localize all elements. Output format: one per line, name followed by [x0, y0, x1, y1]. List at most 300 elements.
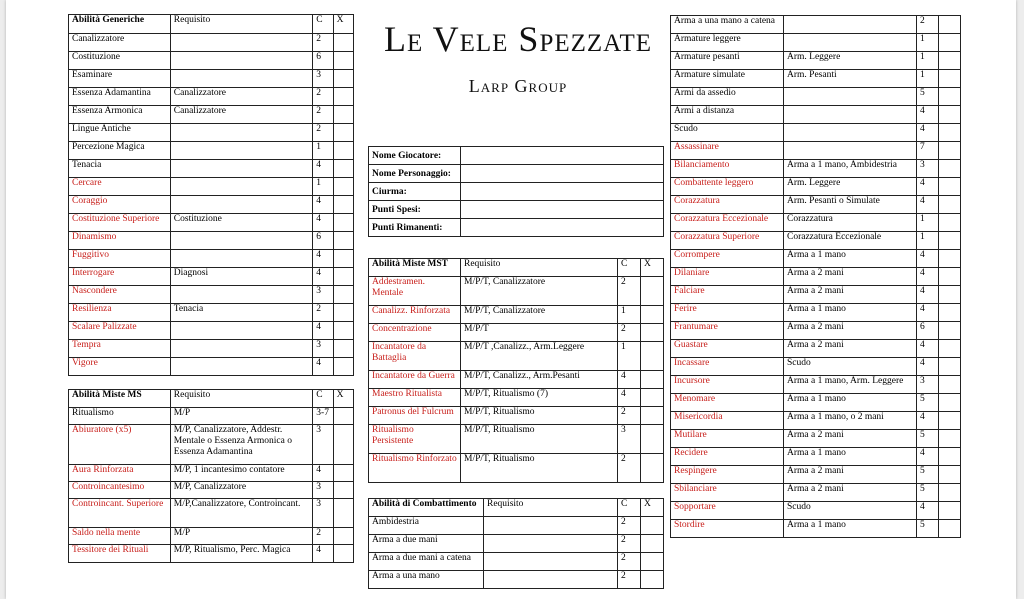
- skill-requirement: [170, 340, 313, 358]
- skill-checkbox[interactable]: [641, 277, 664, 306]
- player-info-table: [368, 146, 664, 237]
- skill-checkbox[interactable]: [333, 545, 353, 563]
- table-abilita-miste-ms: [68, 389, 354, 563]
- skill-name: Guastare: [671, 340, 784, 358]
- skill-cost: 4: [917, 124, 939, 142]
- skill-checkbox[interactable]: [333, 52, 353, 70]
- skill-name: Arma a due mani: [369, 535, 484, 553]
- skill-checkbox[interactable]: [333, 214, 353, 232]
- skill-cost: 4: [917, 178, 939, 196]
- skill-name: Essenza Armonica: [69, 106, 171, 124]
- table-header-name: Abilità Miste MS: [69, 390, 171, 408]
- skill-cost: 5: [917, 430, 939, 448]
- skill-checkbox[interactable]: [939, 430, 961, 448]
- skill-cost: 4: [917, 268, 939, 286]
- skill-cost: 2: [618, 553, 641, 571]
- skill-requirement: M/P: [170, 528, 313, 545]
- skill-cost: 4: [313, 214, 333, 232]
- skill-requirement: Arma a 2 mani: [784, 430, 917, 448]
- skill-name: Interrogare: [69, 268, 171, 286]
- table-row: [671, 196, 961, 214]
- skill-name: Scudo: [671, 124, 784, 142]
- skill-requirement: Arm. Pesanti o Simulate: [784, 196, 917, 214]
- skill-cost: 2: [618, 517, 641, 535]
- skill-name: Concentrazione: [369, 324, 461, 342]
- skill-cost: 4: [917, 304, 939, 322]
- skill-checkbox[interactable]: [939, 70, 961, 88]
- skill-name: Essenza Adamantina: [69, 88, 171, 106]
- skill-requirement: M/P/T, Ritualismo: [461, 425, 618, 454]
- skill-name: Scalare Palizzate: [69, 322, 171, 340]
- skill-cost: 1: [917, 232, 939, 250]
- skill-cost: 2: [313, 34, 333, 52]
- skill-name: Ritualismo: [69, 408, 171, 425]
- skill-requirement: [170, 52, 313, 70]
- table-header-x: X: [641, 499, 664, 517]
- skill-name: Costituzione: [69, 52, 171, 70]
- skill-checkbox[interactable]: [641, 553, 664, 571]
- table-row: [369, 535, 664, 553]
- skill-checkbox[interactable]: [641, 371, 664, 389]
- skill-checkbox[interactable]: [641, 324, 664, 342]
- skill-name: Armature simulate: [671, 70, 784, 88]
- skill-checkbox[interactable]: [333, 88, 353, 106]
- skill-requirement: [484, 553, 618, 571]
- skill-checkbox[interactable]: [939, 502, 961, 520]
- player-field-input[interactable]: [461, 219, 664, 237]
- skill-requirement: Canalizzatore: [170, 106, 313, 124]
- skill-name: Esaminare: [69, 70, 171, 88]
- skill-cost: 4: [313, 250, 333, 268]
- skill-checkbox[interactable]: [939, 448, 961, 466]
- skill-checkbox[interactable]: [641, 306, 664, 324]
- player-field-label: Punti Rimanenti:: [369, 219, 461, 237]
- skill-name: Incantatore da Battaglia: [369, 342, 461, 371]
- skill-checkbox[interactable]: [939, 106, 961, 124]
- skill-name: Canalizz. Rinforzata: [369, 306, 461, 324]
- skill-checkbox[interactable]: [939, 88, 961, 106]
- skill-checkbox[interactable]: [939, 322, 961, 340]
- table-row: [671, 376, 961, 394]
- skill-checkbox[interactable]: [333, 142, 353, 160]
- skill-checkbox[interactable]: [939, 34, 961, 52]
- skill-name: Mutilare: [671, 430, 784, 448]
- skill-name: Aura Rinforzata: [69, 465, 171, 482]
- table-header-name: Abilità Generiche: [69, 15, 171, 34]
- skill-checkbox[interactable]: [939, 376, 961, 394]
- skill-name: Percezione Magica: [69, 142, 171, 160]
- skill-checkbox[interactable]: [641, 389, 664, 407]
- skill-name: Patronus del Fulcrum: [369, 407, 461, 425]
- skill-name: Ferire: [671, 304, 784, 322]
- skill-cost: 4: [313, 465, 333, 482]
- skill-cost: 4: [313, 358, 333, 376]
- table-row: [671, 160, 961, 178]
- skill-cost: 5: [917, 484, 939, 502]
- skill-cost: 1: [618, 342, 641, 371]
- skill-cost: 6: [313, 232, 333, 250]
- skill-cost: 4: [917, 250, 939, 268]
- table-row: [69, 124, 354, 142]
- skill-name: Armi da assedio: [671, 88, 784, 106]
- skill-checkbox[interactable]: [641, 425, 664, 454]
- skill-cost: 5: [917, 394, 939, 412]
- player-field-input[interactable]: [461, 201, 664, 219]
- table-abilita-combattimento: [368, 498, 664, 589]
- skill-checkbox[interactable]: [939, 214, 961, 232]
- table-row: [369, 425, 664, 454]
- skill-checkbox[interactable]: [333, 340, 353, 358]
- table-header-c: C: [313, 15, 333, 34]
- skill-requirement: Arma a 2 mani: [784, 286, 917, 304]
- skill-name: Tempra: [69, 340, 171, 358]
- page-title: Le Vele Spezzate: [384, 19, 652, 59]
- skill-requirement: Arma a 2 mani: [784, 340, 917, 358]
- skill-cost: 2: [313, 304, 333, 322]
- skill-checkbox[interactable]: [333, 465, 353, 482]
- skill-requirement: M/P, 1 incantesimo contatore: [170, 465, 313, 482]
- skill-name: Misericordia: [671, 412, 784, 430]
- table-row: [671, 16, 961, 34]
- skill-checkbox[interactable]: [333, 499, 353, 528]
- skill-name: Dinamismo: [69, 232, 171, 250]
- skill-checkbox[interactable]: [939, 142, 961, 160]
- skill-name: Canalizzatore: [69, 34, 171, 52]
- skill-requirement: Canalizzatore: [170, 88, 313, 106]
- skill-requirement: Arm. Leggere: [784, 178, 917, 196]
- table-row: [69, 34, 354, 52]
- skill-requirement: [784, 34, 917, 52]
- player-field-input[interactable]: [461, 183, 664, 201]
- skill-checkbox[interactable]: [939, 124, 961, 142]
- skill-name: Armature leggere: [671, 34, 784, 52]
- skill-checkbox[interactable]: [641, 342, 664, 371]
- table-row: [69, 196, 354, 214]
- skill-requirement: Diagnosi: [170, 268, 313, 286]
- skill-checkbox[interactable]: [939, 232, 961, 250]
- table-row: [69, 425, 354, 465]
- skill-name: Incassare: [671, 358, 784, 376]
- skill-name: Ritualismo Rinforzato: [369, 454, 461, 483]
- table-combattimento-continua: [670, 15, 961, 538]
- skill-cost: 1: [313, 142, 333, 160]
- table-row: [369, 407, 664, 425]
- table-header-x: X: [641, 259, 664, 277]
- skill-checkbox[interactable]: [333, 250, 353, 268]
- skill-name: Menomare: [671, 394, 784, 412]
- skill-name: Frantumare: [671, 322, 784, 340]
- skill-checkbox[interactable]: [333, 124, 353, 142]
- skill-requirement: Arm. Leggere: [784, 52, 917, 70]
- table-row: [671, 232, 961, 250]
- skill-name: Ritualismo Persistente: [369, 425, 461, 454]
- skill-checkbox[interactable]: [939, 268, 961, 286]
- skill-requirement: [170, 232, 313, 250]
- skill-checkbox[interactable]: [641, 454, 664, 483]
- skill-cost: 3: [917, 160, 939, 178]
- skill-name: Tessitore dei Rituali: [69, 545, 171, 563]
- skill-cost: 6: [313, 52, 333, 70]
- skill-name: Vigore: [69, 358, 171, 376]
- table-row: [671, 484, 961, 502]
- player-field-row: [369, 147, 664, 165]
- table-row: [369, 553, 664, 571]
- skill-requirement: Corazzatura Eccezionale: [784, 232, 917, 250]
- skill-checkbox[interactable]: [939, 16, 961, 34]
- skill-requirement: [170, 178, 313, 196]
- character-sheet: [6, 0, 1016, 599]
- table-row: [69, 358, 354, 376]
- skill-cost: 1: [618, 306, 641, 324]
- table-row: [69, 160, 354, 178]
- table-row: [69, 465, 354, 482]
- skill-cost: 3: [313, 70, 333, 88]
- skill-name: Assassinare: [671, 142, 784, 160]
- skill-requirement: Corazzatura: [784, 214, 917, 232]
- skill-cost: 2: [618, 571, 641, 589]
- skill-checkbox[interactable]: [333, 70, 353, 88]
- skill-cost: 2: [618, 324, 641, 342]
- skill-checkbox[interactable]: [333, 106, 353, 124]
- player-field-row: [369, 165, 664, 183]
- skill-requirement: Arma a 2 mani: [784, 322, 917, 340]
- skill-cost: 2: [313, 528, 333, 545]
- skill-name: Combattente leggero: [671, 178, 784, 196]
- skill-cost: 3: [313, 286, 333, 304]
- skill-checkbox[interactable]: [939, 52, 961, 70]
- table-header-req: Requisito: [170, 390, 313, 408]
- skill-requirement: M/P/T, Ritualismo: [461, 454, 618, 483]
- skill-name: Abiuratore (x5): [69, 425, 171, 465]
- skill-name: Dilaniare: [671, 268, 784, 286]
- skill-checkbox[interactable]: [333, 304, 353, 322]
- skill-name: Controincantesimo: [69, 482, 171, 499]
- table-header-c: C: [618, 499, 641, 517]
- skill-name: Stordire: [671, 520, 784, 538]
- skill-requirement: [170, 322, 313, 340]
- table-row: [671, 502, 961, 520]
- skill-checkbox[interactable]: [939, 394, 961, 412]
- skill-cost: 1: [917, 214, 939, 232]
- skill-cost: 4: [917, 448, 939, 466]
- skill-cost: 4: [313, 268, 333, 286]
- skill-name: Armi a distanza: [671, 106, 784, 124]
- skill-cost: 4: [917, 412, 939, 430]
- table-row: [69, 214, 354, 232]
- skill-name: Corazzatura: [671, 196, 784, 214]
- skill-cost: 4: [618, 389, 641, 407]
- skill-cost: 1: [917, 70, 939, 88]
- skill-checkbox[interactable]: [333, 358, 353, 376]
- table-row: [69, 88, 354, 106]
- table-header-x: X: [333, 15, 353, 34]
- skill-checkbox[interactable]: [333, 268, 353, 286]
- skill-checkbox[interactable]: [333, 408, 353, 425]
- skill-checkbox[interactable]: [333, 425, 353, 465]
- skill-cost: 4: [313, 322, 333, 340]
- skill-cost: 5: [917, 520, 939, 538]
- skill-checkbox[interactable]: [641, 535, 664, 553]
- skill-cost: 4: [618, 371, 641, 389]
- skill-name: Ambidestria: [369, 517, 484, 535]
- table-row: [369, 571, 664, 589]
- skill-requirement: M/P, Canalizzatore: [170, 482, 313, 499]
- table-row: [671, 448, 961, 466]
- table-row: [69, 232, 354, 250]
- table-row: [671, 34, 961, 52]
- skill-requirement: [170, 124, 313, 142]
- skill-checkbox[interactable]: [333, 34, 353, 52]
- skill-checkbox[interactable]: [939, 304, 961, 322]
- skill-checkbox[interactable]: [939, 196, 961, 214]
- table-row: [671, 358, 961, 376]
- skill-cost: 2: [618, 454, 641, 483]
- skill-requirement: M/P/T, Canalizz., Arm.Pesanti: [461, 371, 618, 389]
- table-header-c: C: [618, 259, 641, 277]
- table-row: [671, 52, 961, 70]
- table-row: [69, 106, 354, 124]
- skill-name: Arma a due mani a catena: [369, 553, 484, 571]
- table-row: [671, 268, 961, 286]
- table-header-name: Abilità Miste MST: [369, 259, 461, 277]
- table-row: [69, 340, 354, 358]
- table-row: [671, 430, 961, 448]
- skill-requirement: Arma a 1 mano, Ambidestria: [784, 160, 917, 178]
- skill-checkbox[interactable]: [939, 520, 961, 538]
- skill-requirement: Arma a 1 mano: [784, 448, 917, 466]
- skill-name: Saldo nella mente: [69, 528, 171, 545]
- player-field-row: [369, 201, 664, 219]
- skill-requirement: Arma a 1 mano, Arm. Leggere: [784, 376, 917, 394]
- skill-checkbox[interactable]: [939, 160, 961, 178]
- skill-checkbox[interactable]: [939, 358, 961, 376]
- skill-cost: 3: [313, 482, 333, 499]
- skill-checkbox[interactable]: [333, 528, 353, 545]
- skill-name: Coraggio: [69, 196, 171, 214]
- player-field-row: [369, 219, 664, 237]
- table-row: [69, 408, 354, 425]
- skill-cost: 3: [313, 425, 333, 465]
- skill-checkbox[interactable]: [641, 517, 664, 535]
- skill-checkbox[interactable]: [333, 232, 353, 250]
- table-row: [671, 250, 961, 268]
- skill-name: Corrompere: [671, 250, 784, 268]
- skill-cost: 5: [917, 88, 939, 106]
- table-row: [69, 250, 354, 268]
- skill-checkbox[interactable]: [939, 250, 961, 268]
- table-row: [671, 304, 961, 322]
- skill-checkbox[interactable]: [333, 196, 353, 214]
- skill-requirement: [170, 250, 313, 268]
- skill-cost: 4: [917, 196, 939, 214]
- skill-checkbox[interactable]: [939, 286, 961, 304]
- skill-requirement: Arm. Pesanti: [784, 70, 917, 88]
- skill-cost: 7: [917, 142, 939, 160]
- skill-cost: 4: [917, 286, 939, 304]
- skill-name: Addestramen. Mentale: [369, 277, 461, 306]
- skill-requirement: [170, 70, 313, 88]
- table-row: [671, 88, 961, 106]
- skill-cost: 4: [313, 160, 333, 178]
- skill-cost: 4: [917, 340, 939, 358]
- skill-checkbox[interactable]: [333, 286, 353, 304]
- skill-cost: 2: [618, 407, 641, 425]
- skill-requirement: Arma a 1 mano: [784, 250, 917, 268]
- skill-checkbox[interactable]: [333, 322, 353, 340]
- skill-cost: 4: [313, 196, 333, 214]
- table-row: [69, 178, 354, 196]
- skill-cost: 4: [917, 502, 939, 520]
- skill-checkbox[interactable]: [939, 178, 961, 196]
- table-row: [671, 520, 961, 538]
- skill-requirement: [484, 571, 618, 589]
- table-row: [69, 304, 354, 322]
- table-row: [671, 214, 961, 232]
- skill-checkbox[interactable]: [641, 407, 664, 425]
- skill-requirement: M/P/T, Canalizzatore: [461, 277, 618, 306]
- table-row: [369, 389, 664, 407]
- table-header-x: X: [333, 390, 353, 408]
- table-header-req: Requisito: [461, 259, 618, 277]
- player-field-input[interactable]: [461, 165, 664, 183]
- skill-checkbox[interactable]: [333, 482, 353, 499]
- skill-name: Costituzione Superiore: [69, 214, 171, 232]
- skill-requirement: M/P/T, Ritualismo (7): [461, 389, 618, 407]
- skill-name: Lingue Antiche: [69, 124, 171, 142]
- table-row: [69, 482, 354, 499]
- table-row: [671, 178, 961, 196]
- table-row: [671, 286, 961, 304]
- skill-checkbox[interactable]: [939, 484, 961, 502]
- table-header-name: Abilità di Combattimento: [369, 499, 484, 517]
- skill-checkbox[interactable]: [333, 160, 353, 178]
- page-subtitle: Larp Group: [468, 76, 568, 96]
- skill-requirement: [170, 160, 313, 178]
- skill-checkbox[interactable]: [641, 571, 664, 589]
- skill-checkbox[interactable]: [939, 340, 961, 358]
- skill-name: Sopportare: [671, 502, 784, 520]
- skill-checkbox[interactable]: [939, 466, 961, 484]
- skill-checkbox[interactable]: [333, 178, 353, 196]
- player-field-label: Nome Giocatore:: [369, 147, 461, 165]
- skill-requirement: M/P: [170, 408, 313, 425]
- table-row: [369, 306, 664, 324]
- skill-cost: 2: [313, 88, 333, 106]
- skill-requirement: Arma a 1 mano, o 2 mani: [784, 412, 917, 430]
- skill-name: Tenacia: [69, 160, 171, 178]
- player-field-label: Nome Personaggio:: [369, 165, 461, 183]
- table-row: [369, 324, 664, 342]
- table-row: [671, 142, 961, 160]
- table-row: [671, 106, 961, 124]
- skill-name: Bilanciamento: [671, 160, 784, 178]
- skill-requirement: [170, 358, 313, 376]
- player-field-input[interactable]: [461, 147, 664, 165]
- skill-requirement: [484, 535, 618, 553]
- table-header-req: Requisito: [484, 499, 618, 517]
- skill-checkbox[interactable]: [939, 412, 961, 430]
- table-row: [69, 286, 354, 304]
- skill-name: Corazzatura Eccezionale: [671, 214, 784, 232]
- skill-requirement: M/P/T, Ritualismo: [461, 407, 618, 425]
- skill-cost: 6: [917, 322, 939, 340]
- skill-requirement: M/P/T, Canalizzatore: [461, 306, 618, 324]
- skill-cost: 2: [313, 106, 333, 124]
- skill-requirement: M/P, Ritualismo, Perc. Magica: [170, 545, 313, 563]
- table-row: [369, 277, 664, 306]
- skill-cost: 4: [917, 106, 939, 124]
- skill-cost: 3: [313, 499, 333, 528]
